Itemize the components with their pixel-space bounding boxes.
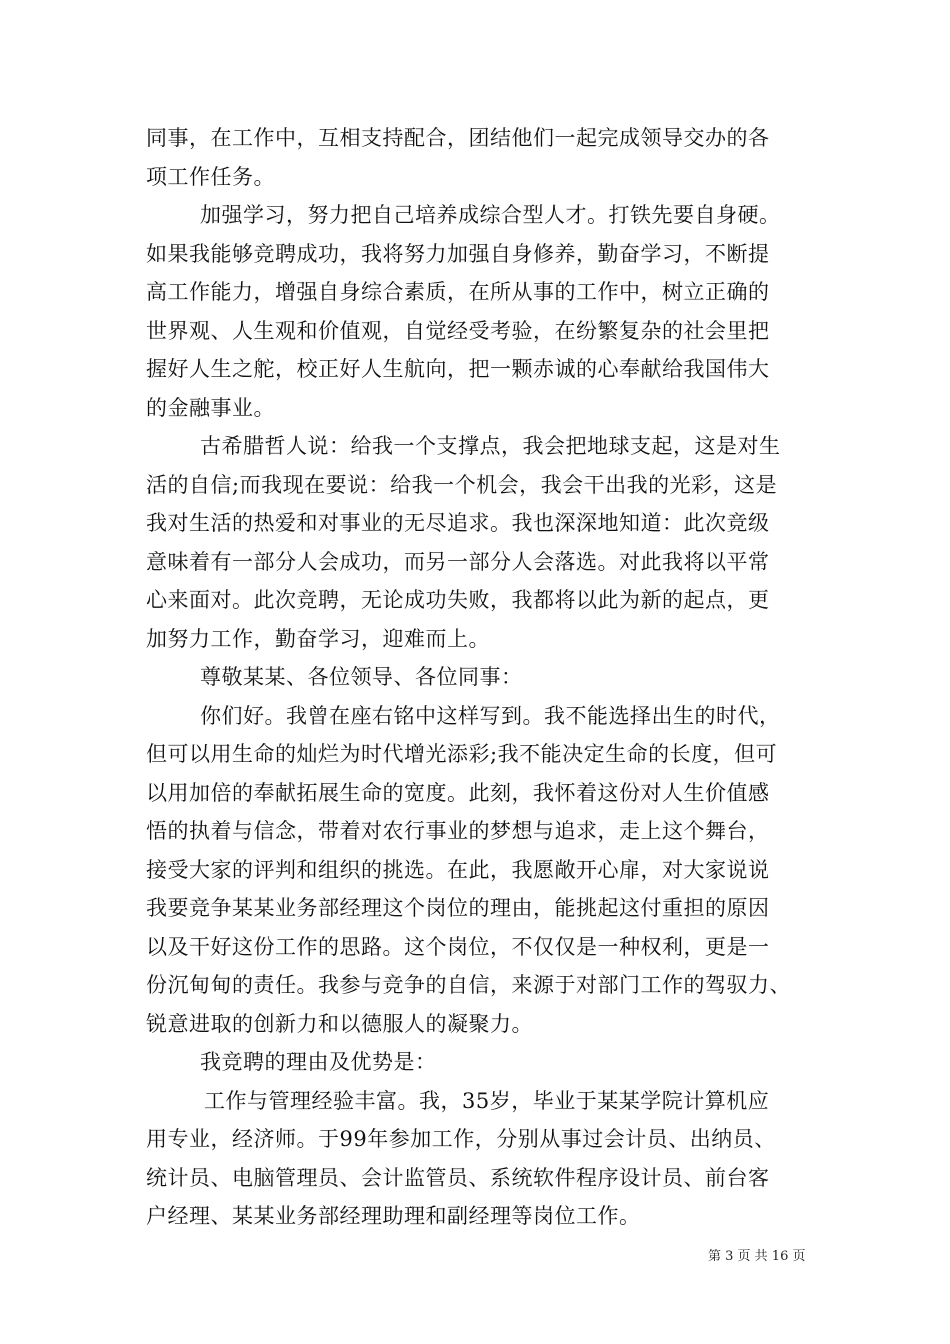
- text-line: 同事，在工作中，互相支持配合，团结他们一起完成领导交办的各: [146, 126, 770, 150]
- text-line: 我竞聘的理由及优势是：: [200, 1050, 437, 1074]
- text-line: 心来面对。此次竞聘，无论成功失败，我都将以此为新的起点，更: [146, 588, 770, 612]
- text-line: 尊敬某某、各位领导、各位同事：: [200, 665, 523, 689]
- text-line: 活的自信;而我现在要说：给我一个机会，我会干出我的光彩，这是: [146, 473, 778, 497]
- text-line: 高工作能力，增强自身综合素质，在所从事的工作中，树立正确的: [146, 280, 770, 304]
- text-line: 用专业，经济师。于99年参加工作，分别从事过会计员、出纳员、: [146, 1127, 776, 1151]
- text-line: 加努力工作，勤奋学习，迎难而上。: [146, 627, 490, 651]
- text-line: 古希腊哲人说：给我一个支撑点，我会把地球支起，这是对生: [200, 434, 781, 458]
- text-line: 份沉甸甸的责任。我参与竞争的自信，来源于对部门工作的驾驭力、: [146, 973, 791, 997]
- text-line: 世界观、人生观和价值观，自觉经受考验，在纷繁复杂的社会里把: [146, 319, 770, 343]
- text-line: 但可以用生命的灿烂为时代增光添彩;我不能决定生命的长度，但可: [146, 742, 778, 766]
- text-line: 加强学习，努力把自己培养成综合型人才。打铁先要自身硬。: [200, 203, 781, 227]
- text-line: 以及干好这份工作的思路。这个岗位，不仅仅是一种权利，更是一: [146, 935, 770, 959]
- text-line: 我要竞争某某业务部经理这个岗位的理由，能挑起这付重担的原因: [146, 896, 770, 920]
- text-line: 悟的执着与信念，带着对农行事业的梦想与追求，走上这个舞台，: [146, 819, 770, 843]
- text-line: 的金融事业。: [146, 396, 275, 420]
- text-line: 户经理、某某业务部经理助理和副经理等岗位工作。: [146, 1204, 641, 1228]
- text-line: 如果我能够竞聘成功，我将努力加强自身修养，勤奋学习，不断提: [146, 242, 770, 266]
- text-line: 你们好。我曾在座右铭中这样写到。我不能选择出生的时代，: [200, 704, 781, 728]
- text-line: 握好人生之舵，校正好人生航向，把一颗赤诚的心奉献给我国伟大: [146, 357, 770, 381]
- text-line: 工作与管理经验丰富。我，35岁，毕业于某某学院计算机应: [204, 1089, 770, 1113]
- text-line: 锐意进取的创新力和以德服人的凝聚力。: [146, 1012, 533, 1036]
- page-number: 第 3 页 共 16 页: [708, 1249, 806, 1264]
- text-line: 接受大家的评判和组织的挑选。在此，我愿敞开心扉，对大家说说: [146, 858, 770, 882]
- text-line: 我对生活的热爱和对事业的无尽追求。我也深深地知道：此次竞级: [146, 511, 770, 535]
- text-line: 统计员、电脑管理员、会计监管员、系统软件程序设计员、前台客: [146, 1166, 770, 1190]
- text-line: 以用加倍的奉献拓展生命的宽度。此刻，我怀着这份对人生价值感: [146, 781, 770, 805]
- text-line: 项工作任务。: [146, 165, 275, 189]
- text-line: 意味着有一部分人会成功，而另一部分人会落选。对此我将以平常: [146, 550, 770, 574]
